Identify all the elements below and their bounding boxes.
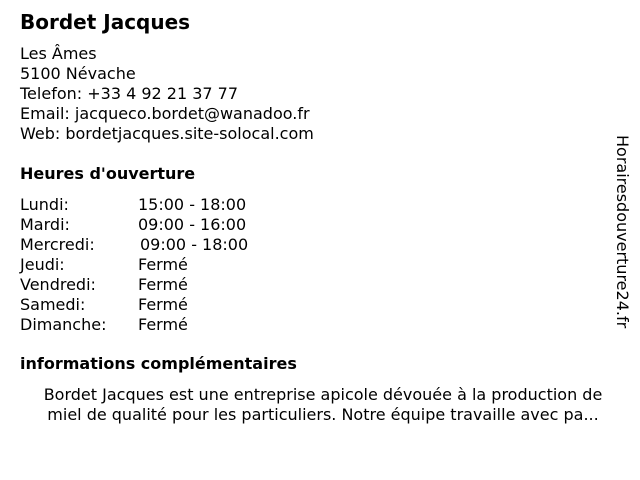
hours-time: 09:00 - 18:00 [140, 235, 249, 254]
hours-heading: Heures d'ouverture [20, 164, 196, 183]
address-line: Les Âmes [20, 44, 97, 63]
hours-day: Jeudi: [20, 255, 65, 274]
web-line: Web: bordetjacques.site-solocal.com [20, 124, 314, 143]
description-line-2: miel de qualité pour les particuliers. Notre équipe travaille avec pa... [47, 405, 599, 424]
email-line: Email: jacqueco.bordet@wanadoo.fr [20, 104, 310, 123]
watermark [612, 135, 634, 345]
hours-row-mardi [20, 215, 320, 235]
hours-row-dimanche [20, 315, 320, 335]
hours-time: Fermé [138, 295, 188, 314]
contact-block [20, 44, 314, 144]
hours-day: Dimanche: [20, 315, 107, 334]
hours-time: 15:00 - 18:00 [138, 195, 247, 214]
site-watermark-text: Horairesdouverture24.fr [613, 135, 632, 329]
hours-time: Fermé [138, 275, 188, 294]
hours-row-jeudi [20, 255, 320, 275]
hours-day: Mercredi: [20, 235, 95, 254]
business-name: Bordet Jacques [20, 10, 191, 34]
hours-row-mercredi [20, 235, 320, 255]
hours-row-lundi [20, 195, 320, 215]
hours-row-samedi [20, 295, 320, 315]
hours-time: Fermé [138, 315, 188, 334]
hours-time: Fermé [138, 255, 188, 274]
hours-day: Vendredi: [20, 275, 96, 294]
description-line-1: Bordet Jacques est une entreprise apicole dévouée à la production de [43, 385, 603, 404]
hours-day: Samedi: [20, 295, 86, 314]
phone-line: Telefon: +33 4 92 21 37 77 [20, 84, 239, 103]
hours-row-vendredi [20, 275, 320, 295]
city-line: 5100 Névache [20, 64, 136, 83]
hours-day: Mardi: [20, 215, 70, 234]
hours-table [20, 195, 320, 335]
hours-day: Lundi: [20, 195, 69, 214]
info-heading: informations complémentaires [20, 354, 297, 373]
business-description [20, 385, 626, 425]
hours-time: 09:00 - 16:00 [138, 215, 247, 234]
